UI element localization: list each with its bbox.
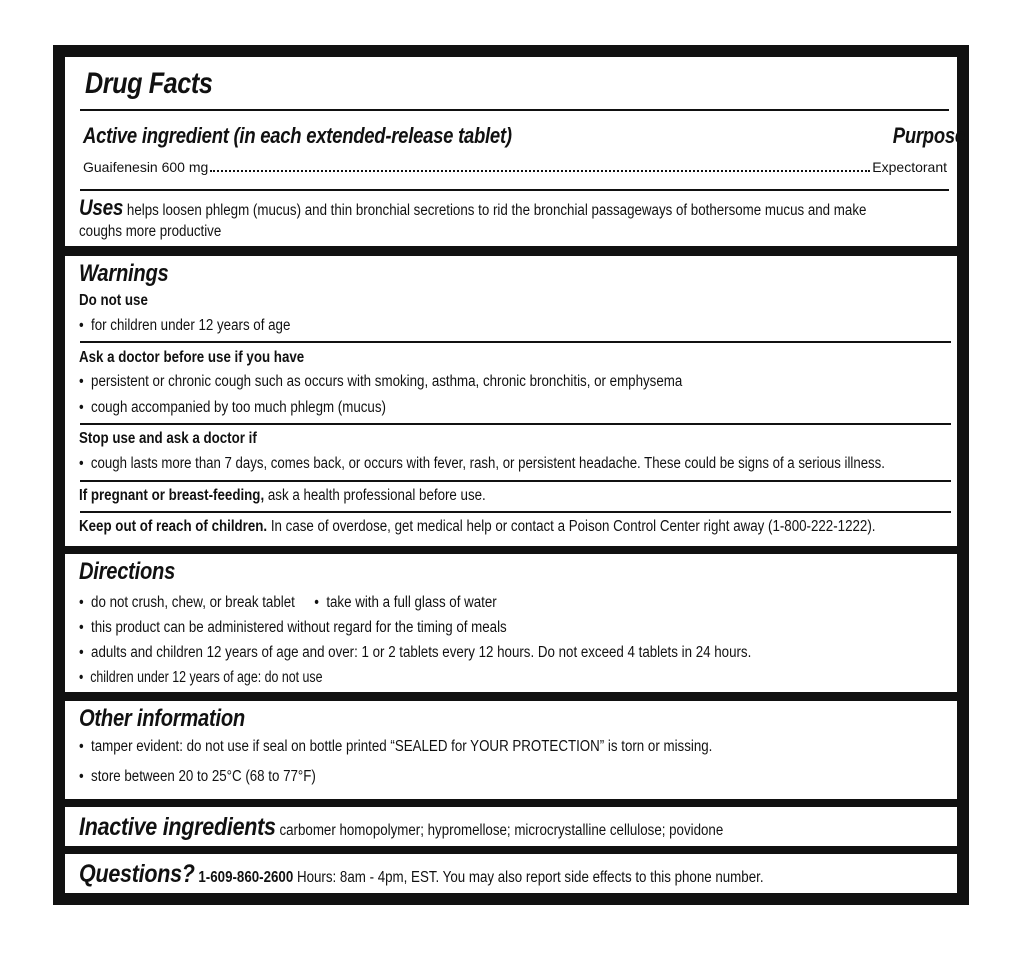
ask-doctor-heading: Ask a doctor before use if you have — [79, 349, 305, 366]
list-item: • for children under 12 years of age — [79, 317, 290, 335]
list-item: • store between 20 to 25°C (68 to 77°F) — [79, 768, 316, 786]
dot-leader — [210, 169, 870, 172]
list-item: • cough lasts more than 7 days, comes back, or occurs with fever, rash, or persistent headache. These could be signs of a serious illness. — [79, 455, 885, 473]
divider — [80, 511, 951, 513]
questions-panel — [65, 854, 957, 893]
page-title: Drug Facts — [85, 67, 213, 100]
list-item: • persistent or chronic cough such as occurs with smoking, asthma, chronic bronchitis, or emphysema — [79, 373, 682, 391]
uses-text-2: coughs more productive — [79, 223, 222, 240]
divider — [80, 189, 949, 191]
inactive-ingredients-panel — [65, 807, 957, 846]
ingredient-row — [83, 159, 947, 176]
drug-facts-label — [53, 45, 969, 905]
uses-heading: Uses — [79, 195, 124, 220]
warnings-panel — [65, 256, 957, 546]
questions-heading: Questions? — [79, 860, 195, 888]
pregnant-heading: If pregnant or breast-feeding, — [79, 487, 265, 504]
directions-row-1 — [79, 594, 497, 612]
list-item: • children under 12 years of age: do not use — [79, 669, 323, 687]
uses-line1 — [79, 195, 866, 221]
divider — [80, 341, 951, 343]
pregnant-line — [79, 487, 486, 505]
inactive-line — [79, 813, 723, 842]
keep-out-line — [79, 518, 875, 536]
inactive-heading: Inactive ingredients — [79, 813, 276, 841]
other-information-heading: Other information — [79, 705, 245, 732]
warnings-heading: Warnings — [79, 260, 169, 287]
questions-line — [79, 860, 764, 889]
list-item: • this product can be administered without regard for the timing of meals — [79, 619, 507, 637]
directions-panel — [65, 554, 957, 692]
divider — [80, 423, 951, 425]
active-ingredient-qualifier: (in each extended-release tablet) — [233, 123, 512, 148]
pregnant-text: ask a health professional before use. — [267, 487, 486, 504]
list-item: • adults and children 12 years of age and over: 1 or 2 tablets every 12 hours. Do not exceed 4 tablets in 24 hours. — [79, 644, 751, 662]
purpose-heading: Purpose — [892, 123, 965, 148]
do-not-use-heading: Do not use — [79, 292, 148, 309]
uses-text-1: helps loosen phlegm (mucus) and thin bronchial secretions to rid the bronchial passageways of bothersome mucus and make — [126, 202, 867, 219]
questions-phone: 1-609-860-2600 — [198, 869, 294, 886]
keep-out-text: In case of overdose, get medical help or contact a Poison Control Center right away (1-800-222-1222). — [270, 518, 876, 535]
keep-out-heading: Keep out of reach of children. — [79, 518, 268, 535]
active-ingredient-panel — [65, 57, 965, 246]
stop-use-heading: Stop use and ask a doctor if — [79, 430, 257, 447]
divider — [80, 480, 951, 482]
other-information-panel — [65, 701, 957, 799]
questions-text: Hours: 8am - 4pm, EST. You may also report side effects to this phone number. — [296, 869, 764, 886]
ingredient-name: Guaifenesin 600 mg — [83, 159, 209, 175]
list-item: • cough accompanied by too much phlegm (mucus) — [79, 399, 386, 417]
directions-heading: Directions — [79, 558, 176, 585]
inactive-text: carbomer homopolymer; hypromellose; microcrystalline cellulose; povidone — [279, 822, 724, 839]
ingredient-purpose: Expectorant — [872, 159, 947, 175]
active-ingredient-heading: Active ingredient (in each extended-release tablet) — [83, 123, 512, 148]
divider — [80, 109, 949, 111]
list-item: • take with a full glass of water — [314, 594, 496, 611]
list-item: • do not crush, chew, or break tablet — [79, 594, 295, 611]
list-item: • tamper evident: do not use if seal on bottle printed “SEALED for YOUR PROTECTION” is torn or missing. — [79, 738, 712, 756]
